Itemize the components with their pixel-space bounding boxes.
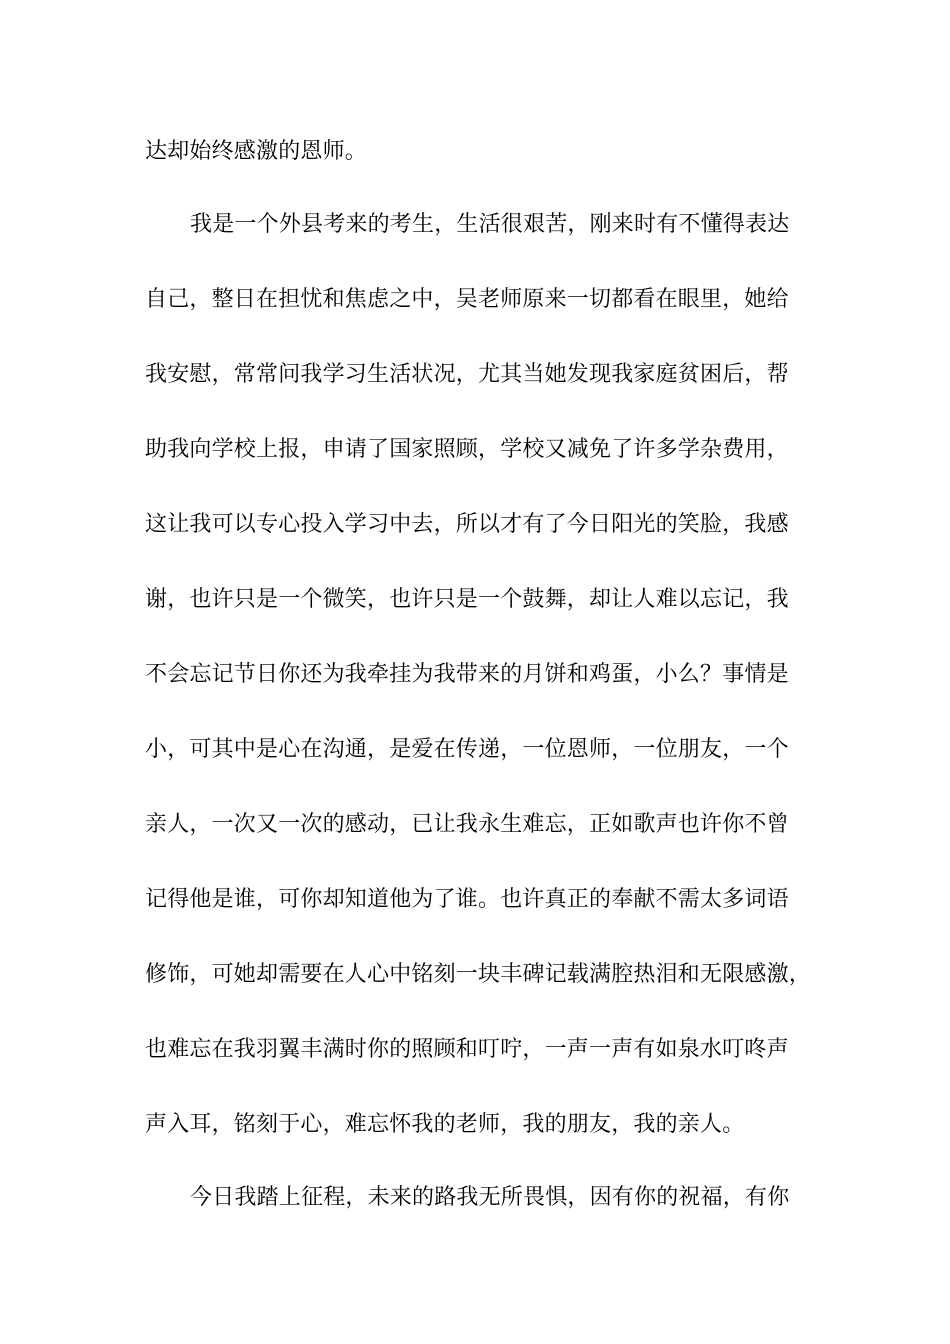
- text-line: 小，可其中是心在沟通，是爱在传递，一位恩师，一位朋友，一个: [145, 737, 789, 762]
- text-line: 助我向学校上报，申请了国家照顾，学校又减免了许多学杂费用，: [145, 437, 789, 462]
- text-line: 也难忘在我羽翼丰满时你的照顾和叮咛，一声一声有如泉水叮咚声: [145, 1037, 789, 1062]
- paragraph-first-line: 今日我踏上征程，未来的路我无所畏惧，因有你的祝福，有你: [190, 1185, 790, 1210]
- text-line: 我安慰，常常问我学习生活状况，尤其当她发现我家庭贫困后，帮: [145, 362, 789, 387]
- text-line: 声入耳，铭刻于心，难忘怀我的老师，我的朋友，我的亲人。: [145, 1112, 745, 1137]
- text-line: 这让我可以专心投入学习中去，所以才有了今日阳光的笑脸，我感: [145, 512, 789, 537]
- text-line: 亲人，一次又一次的感动，已让我永生难忘，正如歌声也许你不曾: [145, 812, 789, 837]
- text-line: 达却始终感激的恩师。: [145, 139, 368, 164]
- text-line: 谢，也许只是一个微笑，也许只是一个鼓舞，却让人难以忘记，我: [145, 587, 789, 612]
- text-line: 记得他是谁，可你却知道他为了谁。也许真正的奉献不需太多词语: [145, 887, 789, 912]
- text-line: 修饰，可她却需要在人心中铭刻一块丰碑记载满腔热泪和无限感激，: [145, 962, 812, 987]
- text-line: 不会忘记节日你还为我牵挂为我带来的月饼和鸡蛋，小么？事情是: [145, 662, 789, 687]
- text-line: 自己，整日在担忧和焦虑之中，吴老师原来一切都看在眼里，她给: [145, 287, 789, 312]
- paragraph-first-line: 我是一个外县考来的考生，生活很艰苦，刚来时有不懂得表达: [190, 212, 790, 237]
